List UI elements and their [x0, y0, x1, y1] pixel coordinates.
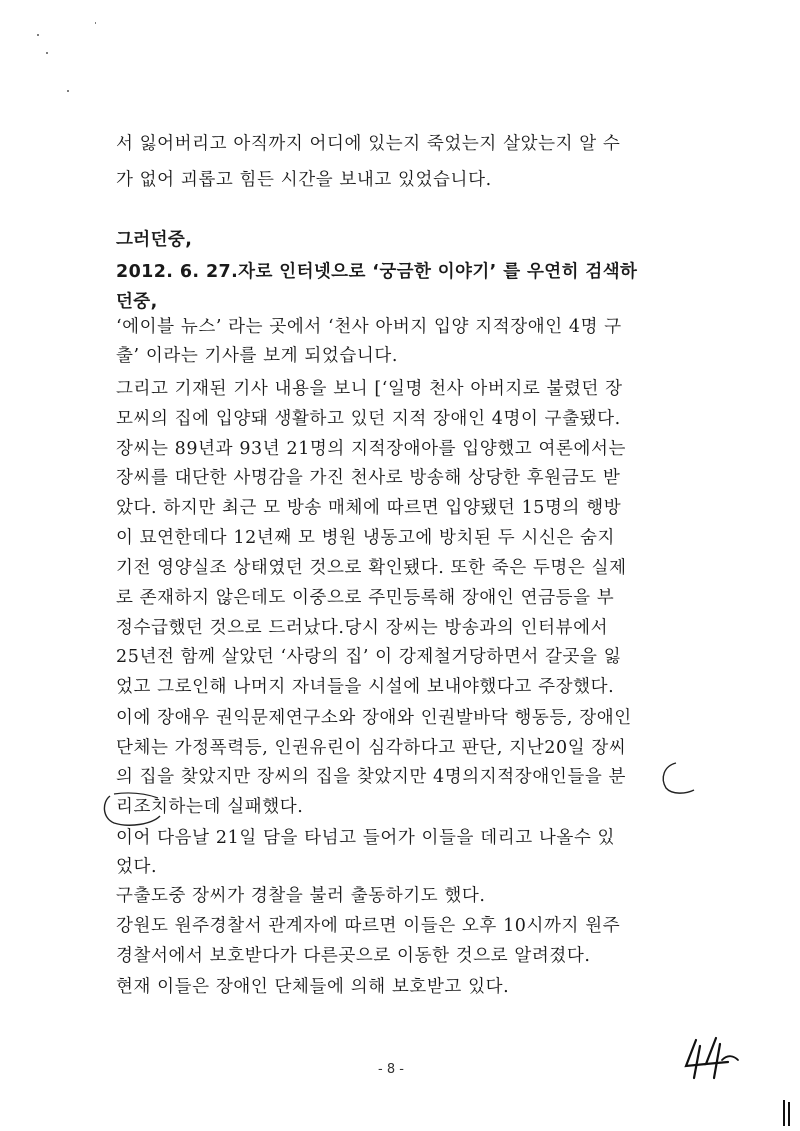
text-line: 리조치하는데 실패했다.: [116, 797, 304, 817]
text-line: 이에 장애우 권익문제연구소와 장애와 인권발바닥 행동등, 장애인: [116, 708, 632, 728]
text-line: 의 집을 찾았지만 장씨의 집을 찾았지만 4명의지적장애인들을 분: [116, 767, 627, 787]
scan-speck: [46, 52, 48, 54]
text-line: 가 없어 괴롭고 힘든 시간을 보내고 있었습니다.: [116, 170, 492, 190]
text-line: 구출도중 장씨가 경찰을 불러 출동하기도 했다.: [116, 886, 486, 906]
heading-line: 그러던중,: [116, 230, 193, 250]
text-line: ‘에이블 뉴스’ 라는 곳에서 ‘천사 아버지 입양 지적장애인 4명 구: [116, 317, 622, 337]
text-line: 로 존재하지 않은데도 이중으로 주민등록해 장애인 연금등을 부: [116, 588, 615, 608]
heading-line: 2012. 6. 27.자로 인터넷으로 ‘궁금한 이야기’ 를 우연히 검색하: [116, 262, 638, 282]
text-line: 었고 그로인해 나머지 자녀들을 시설에 보내야했다고 주장했다.: [116, 677, 615, 697]
heading-line: 던중,: [116, 292, 158, 312]
scan-speck: [95, 22, 96, 24]
text-line: 출’ 이라는 기사를 보게 되었습니다.: [116, 346, 399, 366]
text-line: 정수급했던 것으로 드러났다.당시 장씨는 방송과의 인터뷰에서: [116, 618, 609, 638]
text-line: 서 잃어버리고 아직까지 어디에 있는지 죽었는지 살았는지 알 수: [116, 134, 621, 154]
handwritten-number-mark: [682, 1032, 742, 1082]
text-line: 단체는 가정폭력등, 인권유린이 심각하다고 판단, 지난20일 장씨: [116, 738, 627, 758]
text-line: 이 묘연한데다 12년째 모 병원 냉동고에 방치된 두 시신은 숨지: [116, 528, 616, 548]
scan-speck: [67, 90, 69, 92]
text-line: 경찰서에서 보호받다가 다른곳으로 이동한 것으로 알려졌다.: [116, 946, 591, 966]
text-line: 장씨를 대단한 사명감을 가진 천사로 방송해 상당한 후원금도 받: [116, 468, 621, 488]
pen-circle-mark: [656, 760, 704, 796]
scan-edge-mark: [780, 1098, 794, 1128]
text-line: 기전 영양실조 상태였던 것으로 확인됐다. 또한 죽은 두명은 실제: [116, 558, 627, 578]
text-line: 강원도 원주경찰서 관계자에 따르면 이들은 오후 10시까지 원주: [116, 916, 621, 936]
text-line: 았다. 하지만 최근 모 방송 매체에 따르면 입양됐던 15명의 행방: [116, 498, 622, 518]
text-line: 었다.: [116, 857, 158, 877]
text-line: 모씨의 집에 입양돼 생활하고 있던 지적 장애인 4명이 구출됐다.: [116, 409, 621, 429]
text-line: 25년전 함께 살았던 ‘사랑의 집’ 이 강제철거당하면서 갈곳을 잃: [116, 647, 622, 667]
text-line: 장씨는 89년과 93년 21명의 지적장애아를 입양했고 여론에서는: [116, 439, 626, 459]
page-number: - 8 -: [378, 1062, 404, 1077]
scan-speck: [37, 34, 39, 36]
text-line: 그리고 기재된 기사 내용을 보니 [‘일명 천사 아버지로 불렸던 장: [116, 379, 623, 399]
text-line: 현재 이들은 장애인 단체들에 의해 보호받고 있다.: [116, 977, 510, 997]
text-line: 이어 다음날 21일 담을 타넘고 들어가 이들을 데리고 나올수 있: [116, 828, 616, 848]
